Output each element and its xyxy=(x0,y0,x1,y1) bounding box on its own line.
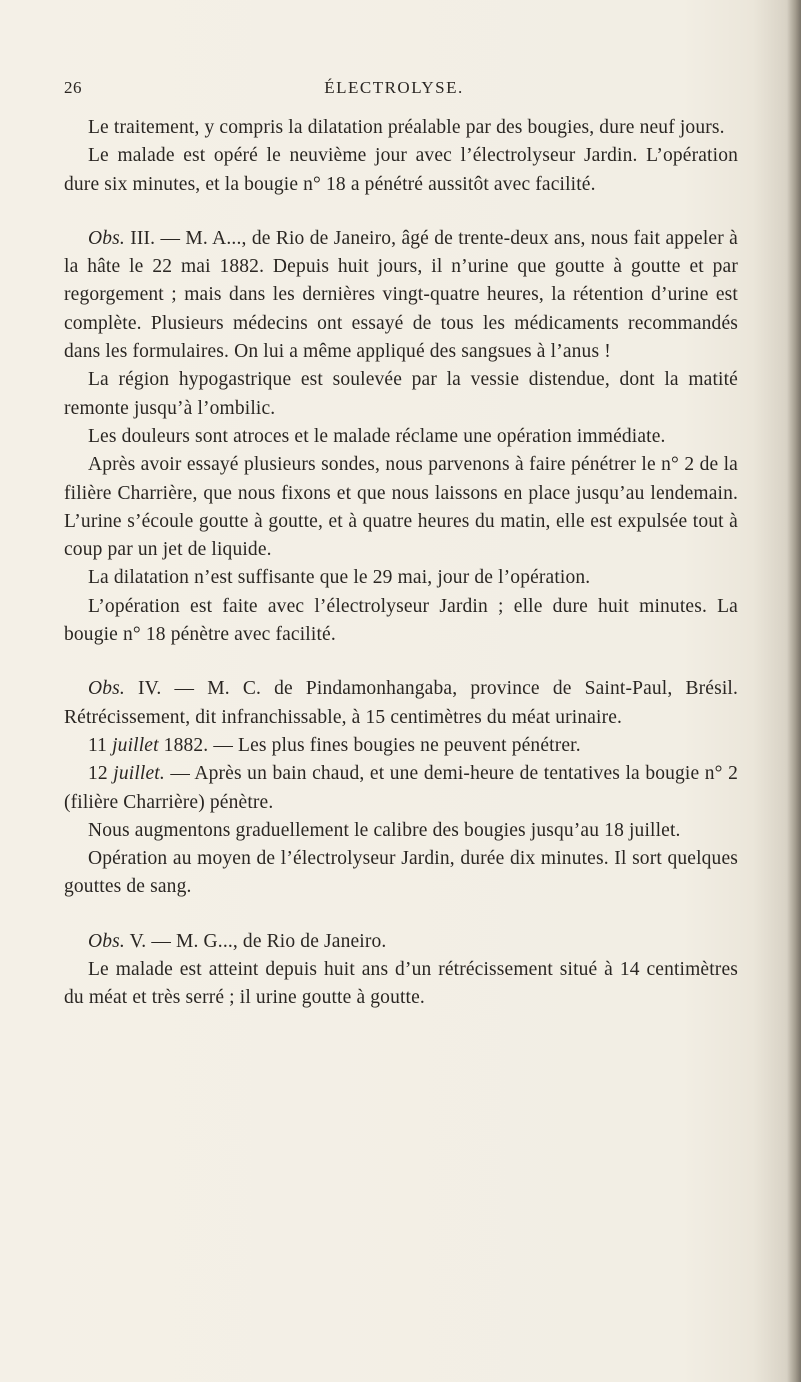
entry-day: 12 xyxy=(88,763,108,785)
entry-day: 11 xyxy=(88,734,108,756)
paragraph: Le malade est atteint depuis huit ans d’un rétrécissement situé à 14 centimètres du méat et très serré ; il urine goutte à goutte. xyxy=(64,959,738,1009)
obs-text: V. — M. G..., de Rio de Janeiro. xyxy=(124,930,387,952)
dated-entry xyxy=(64,760,738,817)
dated-entry xyxy=(64,732,738,760)
paragraph: La dilatation n’est suffisante que le 29 mai, jour de l’opération. xyxy=(88,567,591,589)
paragraph: Opération au moyen de l’électrolyseur Jardin, durée dix minutes. Il sort quelques gouttes de sang. xyxy=(64,848,738,898)
paragraph: Le malade est opéré le neuvième jour avec l’électrolyseur Jardin. L’opération dure six minutes, et la bougie n° 18 a pénétré aussitôt avec facilité. xyxy=(64,145,738,195)
running-title: ÉLECTROLYSE. xyxy=(324,78,464,97)
paragraph: Après avoir essayé plusieurs sondes, nous parvenons à faire pénétrer le n° 2 de la filière Charrière, que nous fixons et que nous laissons en place jusqu’au lendemain. L’urine s’écoule goutte à goutte, et à quatre heures du matin, elle est expulsée tout à coup par un jet de liquide. xyxy=(64,454,738,561)
obs-text: III. — M. A..., de Rio de Janeiro, âgé de trente-deux ans, nous fait appeler à la hâte le 22 mai 1882. Depuis huit jours, il n’urine que goutte à goutte et par regorgement ; mais dans les dernières vingt-quatre heures, la rétention d’urine est complète. Plusieurs médecins ont essayé de tous les médicaments recommandés dans les formulaires. On lui a même appliqué des sangsues à l’anus ! xyxy=(64,227,738,363)
section-gap xyxy=(64,649,738,675)
body-text xyxy=(64,114,738,1013)
paragraph: Nous augmentons graduellement le calibre des bougies jusqu’au 18 juillet. xyxy=(88,819,681,841)
entry-text: — Après un bain chaud, et une demi-heure de tentatives la bougie n° 2 (filière Charrière) pénètre. xyxy=(64,763,738,813)
paragraph: L’opération est faite avec l’électrolyseur Jardin ; elle dure huit minutes. La bougie n° 18 pénètre avec facilité. xyxy=(64,595,738,646)
observation-4-heading xyxy=(64,675,738,732)
paragraph: Les douleurs sont atroces et le malade réclame une opération immédiate. xyxy=(88,425,666,447)
running-header xyxy=(64,78,724,106)
entry-month: juillet. xyxy=(107,763,165,785)
obs-label: Obs. xyxy=(88,930,125,952)
paragraph: Le traitement, y compris la dilatation préalable par des bougies, dure neuf jours. xyxy=(88,117,725,138)
obs-label: Obs. xyxy=(88,678,125,700)
entry-month: juillet xyxy=(107,734,159,756)
obs-label: Obs. xyxy=(88,227,125,249)
paragraph: La région hypogastrique est soulevée par la vessie distendue, dont la matité remonte jusqu’à l’ombilic. xyxy=(64,369,738,419)
observation-3-heading xyxy=(64,225,738,366)
section-gap xyxy=(64,199,738,225)
entry-text: 1882. — Les plus fines bougies ne peuvent pénétrer. xyxy=(158,734,581,756)
page-edge-shadow xyxy=(787,0,801,1382)
section-gap xyxy=(64,902,738,928)
obs-text: IV. — M. C. de Pindamonhangaba, province de Saint-Paul, Brésil. Rétrécissement, dit infranchissable, à 15 centimètres du méat urinaire. xyxy=(64,678,738,728)
observation-5-heading xyxy=(64,928,738,956)
page-number: 26 xyxy=(64,78,82,97)
